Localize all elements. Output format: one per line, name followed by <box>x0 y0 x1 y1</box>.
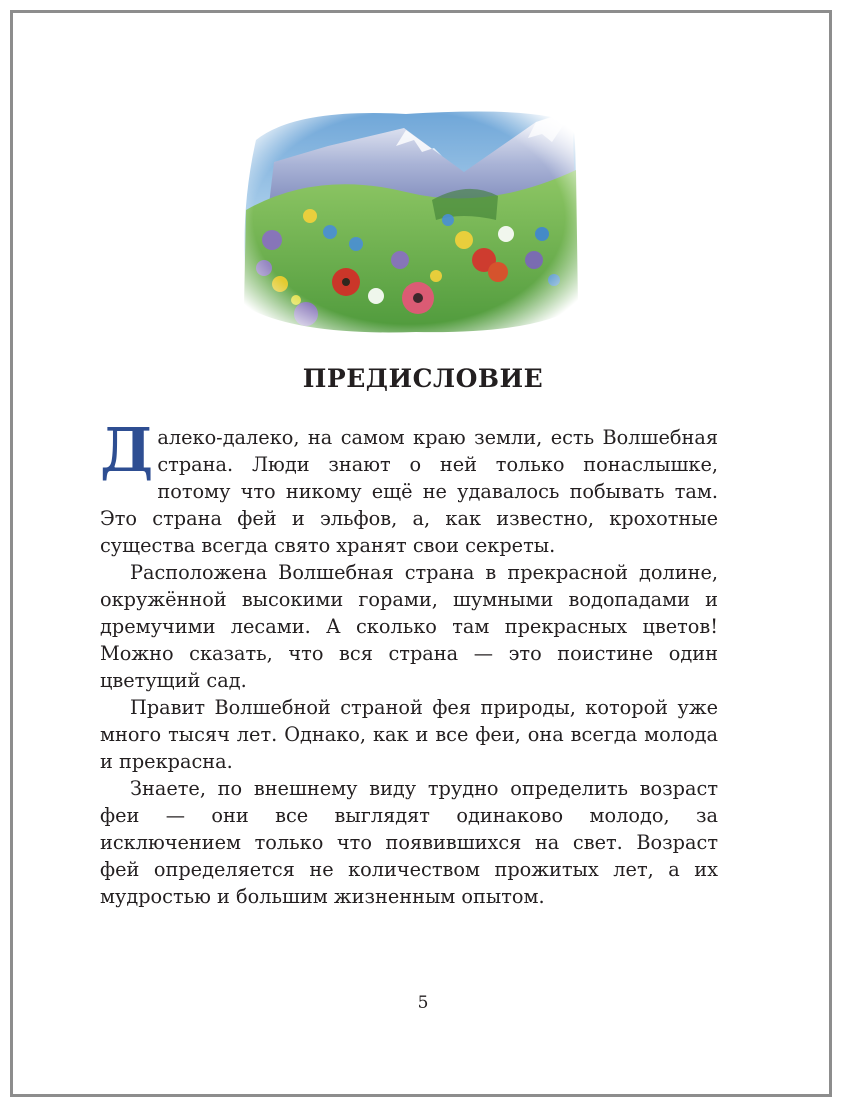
paragraph-1-text: алеко-далеко, на самом краю земли, есть Волшебная страна. Люди знают о ней только понаслышке, потому что никому ещё не удавалось побывать там. Это страна фей и эльфов, а, как известно, крохотные существа всегда свято хранят свои секреты. <box>100 426 718 557</box>
drop-cap: Д <box>100 416 154 486</box>
chapter-title: ПРЕДИСЛОВИЕ <box>302 364 544 393</box>
paragraph-2: Расположена Волшебная страна в прекрасной долине, окружённой высокими горами, шумными водопадами и дремучими лесами. А сколько там прекрасных цветов! Можно сказать, что вся страна — это поистине один цветущий сад. <box>100 561 718 692</box>
paragraph-4: Знаете, по внешнему виду трудно определить возраст феи — они все выглядят одинаково молодо, за исключением только что появившихся на свет. Возраст фей определяется не количеством прожитых лет, а их мудростью и большим жизненным опытом. <box>100 777 718 908</box>
paragraph-3: Правит Волшебной страной фея природы, которой уже много тысяч лет. Однако, как и все феи, она всегда молода и прекрасна. <box>100 696 718 773</box>
mountain-meadow-illustration <box>236 100 582 336</box>
body-text <box>100 416 718 910</box>
page-number: 5 <box>417 993 429 1013</box>
paragraph-1 <box>100 416 718 559</box>
